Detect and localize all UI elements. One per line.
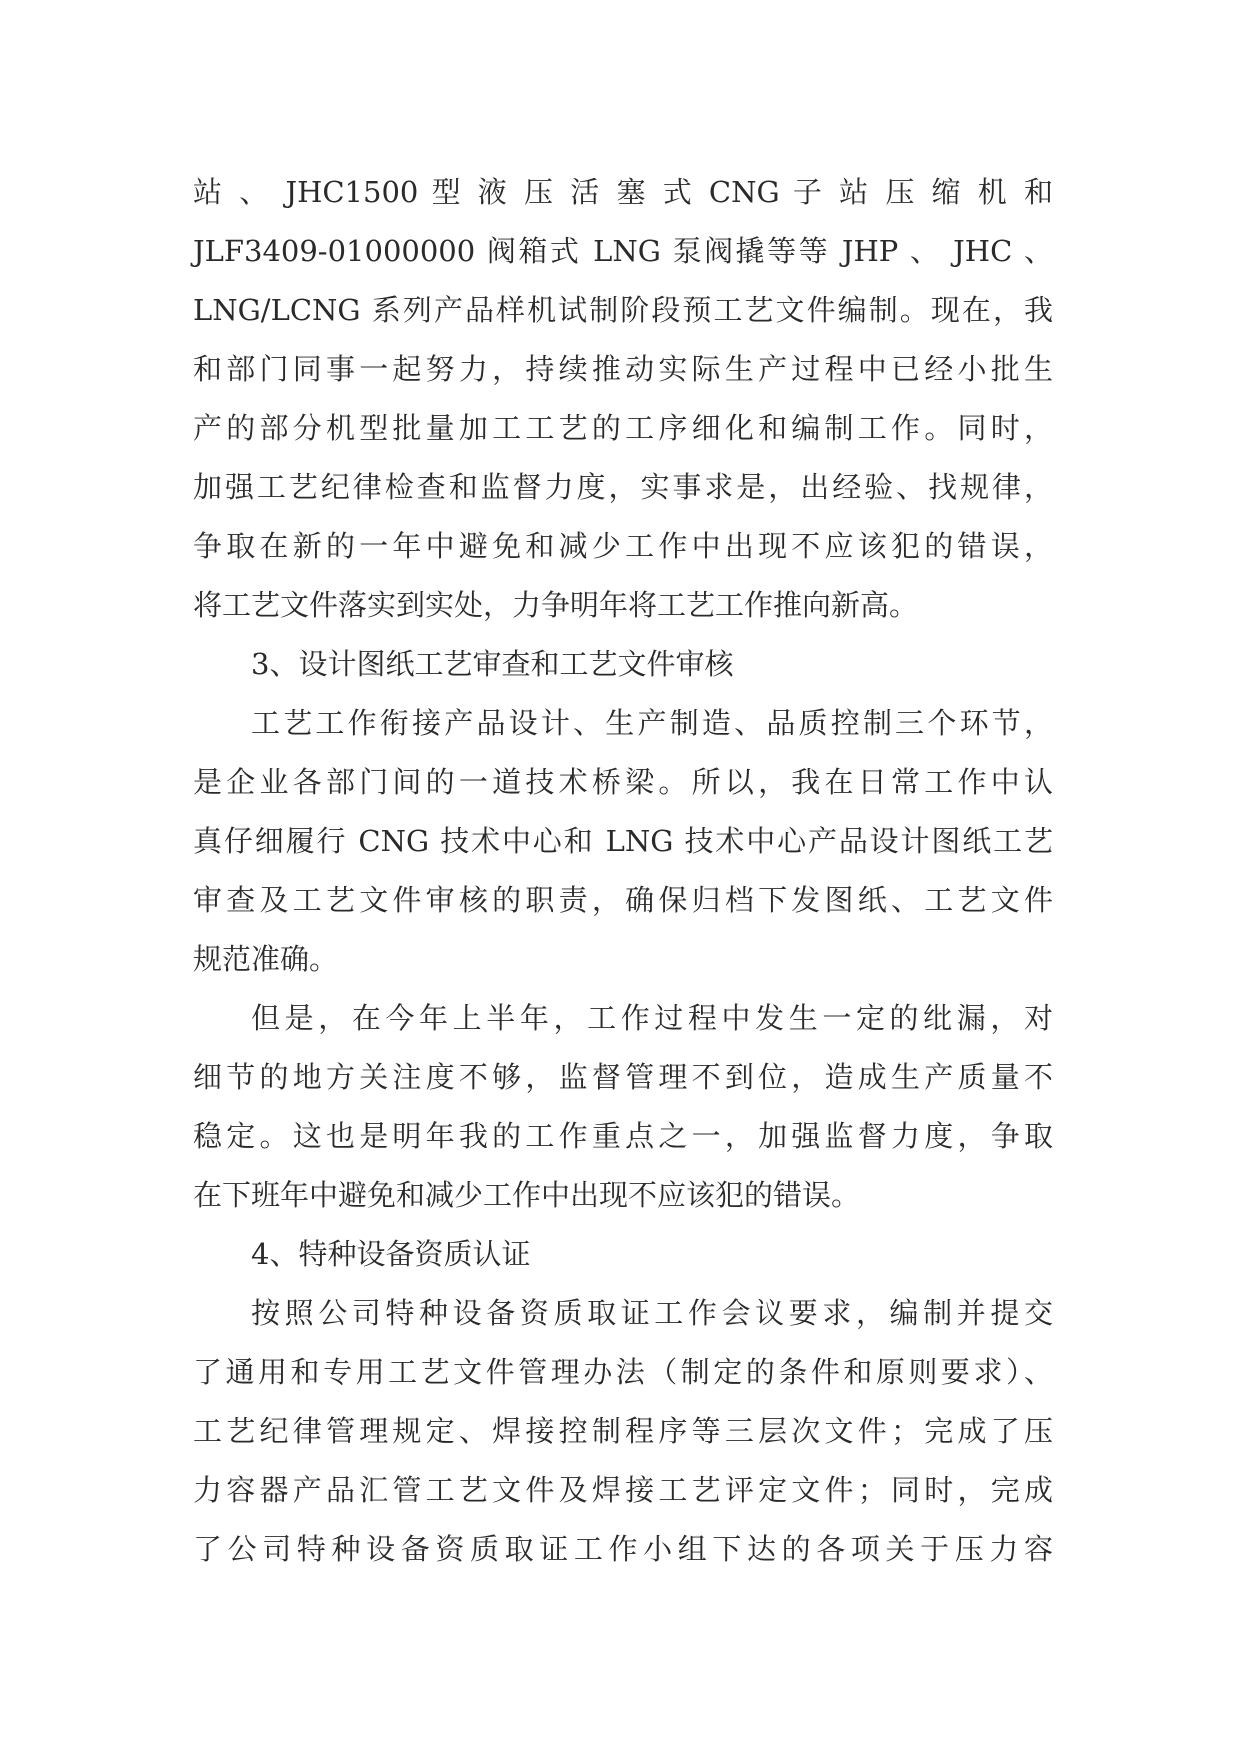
text-line: 站 、 JHC1500 型 液 压 活 塞 式 CNG 子 站 压 缩 机 和 <box>193 175 1053 209</box>
text-line: 稳定。这也是明年我的工作重点之一，加强监督力度，争取 <box>193 1119 1053 1153</box>
text-line: 4、特种设备资质认证 <box>251 1237 531 1271</box>
text-line: JLF3409-01000000 阀箱式 LNG 泵阀撬等等 JHP 、 JHC 、 <box>193 234 1053 268</box>
text-line: 3、设计图纸工艺审查和工艺文件审核 <box>251 647 734 681</box>
text-line: 了通用和专用工艺文件管理办法（制定的条件和原则要求）、 <box>193 1355 1053 1389</box>
text-line: 真仔细履行 CNG 技术中心和 LNG 技术中心产品设计图纸工艺 <box>193 824 1053 858</box>
text-line: 将工艺文件落实到实处，力争明年将工艺工作推向新高。 <box>193 588 919 622</box>
text-line: 按照公司特种设备资质取证工作会议要求，编制并提交 <box>251 1296 1053 1330</box>
text-line: 在下班年中避免和减少工作中出现不应该犯的错误。 <box>193 1178 861 1212</box>
document-body <box>193 163 1053 1579</box>
text-line: 是企业各部门间的一道技术桥梁。所以，我在日常工作中认 <box>193 765 1053 799</box>
text-line: 工艺纪律管理规定、焊接控制程序等三层次文件；完成了压 <box>193 1414 1053 1448</box>
text-line: 审查及工艺文件审核的职责，确保归档下发图纸、工艺文件 <box>193 883 1053 917</box>
text-line: 争取在新的一年中避免和减少工作中出现不应该犯的错误， <box>193 529 1053 563</box>
text-line: 加强工艺纪律检查和监督力度，实事求是，出经验、找规律， <box>193 470 1053 504</box>
text-line: 和部门同事一起努力，持续推动实际生产过程中已经小批生 <box>193 352 1053 386</box>
text-line: 细节的地方关注度不够，监督管理不到位，造成生产质量不 <box>193 1060 1053 1094</box>
text-line: 规范准确。 <box>193 942 339 976</box>
text-line: 产的部分机型批量加工工艺的工序细化和编制工作。同时， <box>193 411 1053 445</box>
text-line: 但是，在今年上半年，工作过程中发生一定的纰漏，对 <box>251 1001 1053 1035</box>
text-line: 工艺工作衔接产品设计、生产制造、品质控制三个环节， <box>251 706 1053 740</box>
text-line: 了公司特种设备资质取证工作小组下达的各项关于压力容 <box>193 1532 1053 1566</box>
text-line: 力容器产品汇管工艺文件及焊接工艺评定文件；同时，完成 <box>193 1473 1053 1507</box>
text-line: LNG/LCNG 系列产品样机试制阶段预工艺文件编制。现在，我 <box>193 293 1053 327</box>
